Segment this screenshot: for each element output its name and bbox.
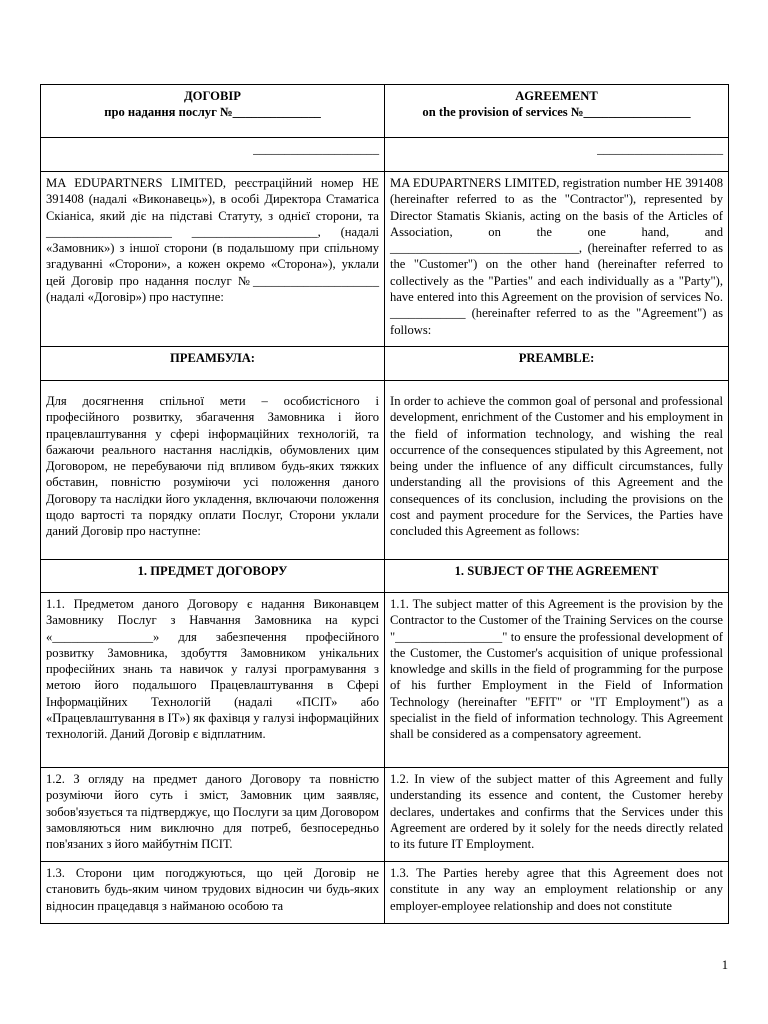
uk-preamble-heading: ПРЕАМБУЛА:	[41, 347, 385, 381]
uk-title: ДОГОВІР	[184, 89, 241, 103]
parties-row	[41, 172, 729, 347]
page-number: 1	[721, 958, 728, 972]
uk-clause-1-2: 1.2. З огляду на предмет даного Договору та повністю розуміючи його суть і зміст, Замовник цим заявляє, зобов'язується та підтверджує, що Послуги за цим Договором замовляються ним виключно для потреб, безпосередньо пов'язаних з його майбутнім ПСІТ.	[41, 768, 385, 862]
clause-1-1-row	[41, 593, 729, 768]
en-parties-text: MA EDUPARTNERS LIMITED, registration number HE 391408 (hereinafter referred to as the "Contractor"), represented by Director Stamatis Skianis, acting on the basis of the Articles of Association, on the one hand, and ______________________________, (hereinafter referred to as the "Customer") on the other hand (hereinafter referred to collectively as the "Parties" and each individually as a "Party"), have entered into this Agreement on the provision of services No. ____________ (hereinafter referred to as the "Agreement") as follows:	[385, 172, 729, 347]
en-preamble-heading: PREAMBLE:	[385, 347, 729, 381]
en-clause-1-1: 1.1. The subject matter of this Agreement is the provision by the Contractor to the Customer of the Training Services on the course "_________________" to ensure the professional development of the Customer, the Customer's acquisition of unique professional knowledge and skills in the field of programming for the purpose of his further Employment in the Field of Information Technology (hereinafter "EFIT" or "IT Employment") as a specialist in the field of information technology. This Agreement shall be considered as a compensatory agreement.	[385, 593, 729, 768]
uk-section1-heading: 1. ПРЕДМЕТ ДОГОВОРУ	[41, 560, 385, 593]
section1-heading-row	[41, 560, 729, 593]
en-section1-heading: 1. SUBJECT OF THE AGREEMENT	[385, 560, 729, 593]
en-clause-1-2: 1.2. In view of the subject matter of this Agreement and fully understanding its essence and content, the Customer hereby declares, undertakes and confirms that the Services under this Agreement are ordered by it solely for the needs directly related to its future IT Employment.	[385, 768, 729, 862]
uk-clause-1-1: 1.1. Предметом даного Договору є надання Виконавцем Замовнику Послуг з Навчання Замовника на курсі «________________» для забезпечення професійного розвитку Замовника, здобуття Замовником унікальних професійних знань та навичок у галузі програмування з метою його подальшого Працевлаштування в Сфері Інформаційних Технологій (надалі «ПСІТ» або «Працевлаштування в IT») як фахівця у галузі інформаційних технологій. Даний Договір є відплатним.	[41, 593, 385, 768]
en-title: AGREEMENT	[515, 89, 598, 103]
preamble-heading-row	[41, 347, 729, 381]
bilingual-agreement-table	[40, 84, 729, 924]
en-title-cell	[385, 85, 729, 138]
en-subtitle: on the provision of services №_________________	[422, 105, 691, 120]
en-blank-line: ____________________	[385, 138, 729, 172]
uk-blank-line: ____________________	[41, 138, 385, 172]
title-row	[41, 85, 729, 138]
clause-1-2-row	[41, 768, 729, 862]
en-preamble-text: In order to achieve the common goal of personal and professional development, enrichment of the Customer and his employment in the field of information technology, and wishing the real occurrence of the consequences stipulated by this Agreement, not being under the influence of any difficult circumstances, fully understanding all the provisions of this Agreement and the consequences of its conclusion, including the provisions on the cost and payment procedure for the Services, the Parties have concluded this Agreement as follows:	[385, 381, 729, 560]
blank-row	[41, 138, 729, 172]
uk-title-cell	[41, 85, 385, 138]
uk-parties-text: MA EDUPARTNERS LIMITED, реєстраційний номер HE 391408 (надалі «Виконавець»), в особі Директора Стаматіса Скіаніса, який діє на підставі Статуту, з однієї сторони, та ____________________ ____________________, (надалі «Замовник») з іншої сторони (в подальшому при спільному згадуванні «Сторони», а кожен окремо «Сторона»), уклали цей Договір про надання послуг №____________________ (надалі «Договір») про наступне:	[41, 172, 385, 347]
preamble-row	[41, 381, 729, 560]
uk-preamble-text: Для досягнення спільної мети – особистісного і професійного розвитку, збагачення Замовника і його працевлаштування у сфері інформаційних технологій, та бажаючи реального настання наслідків, обумовлених цим Договором, не перебуваючи під впливом будь-яких тяжких обставин, повністю розуміючи усі положення даного Договору та наслідки його укладення, включаючи положення щодо вартості та порядку оплати Послуг, Сторони уклали даний Договір про наступне:	[41, 381, 385, 560]
uk-subtitle: про надання послуг №______________	[104, 105, 321, 120]
uk-clause-1-3: 1.3. Сторони цим погоджуються, що цей Договір не становить будь-яким чином трудових відносин чи будь-яких відносин працедавця з найманою особою та	[41, 862, 385, 924]
clause-1-3-row	[41, 862, 729, 924]
en-clause-1-3: 1.3. The Parties hereby agree that this Agreement does not constitute in any way an employment relationship or any employer-employee relationship and does not constitute	[385, 862, 729, 924]
